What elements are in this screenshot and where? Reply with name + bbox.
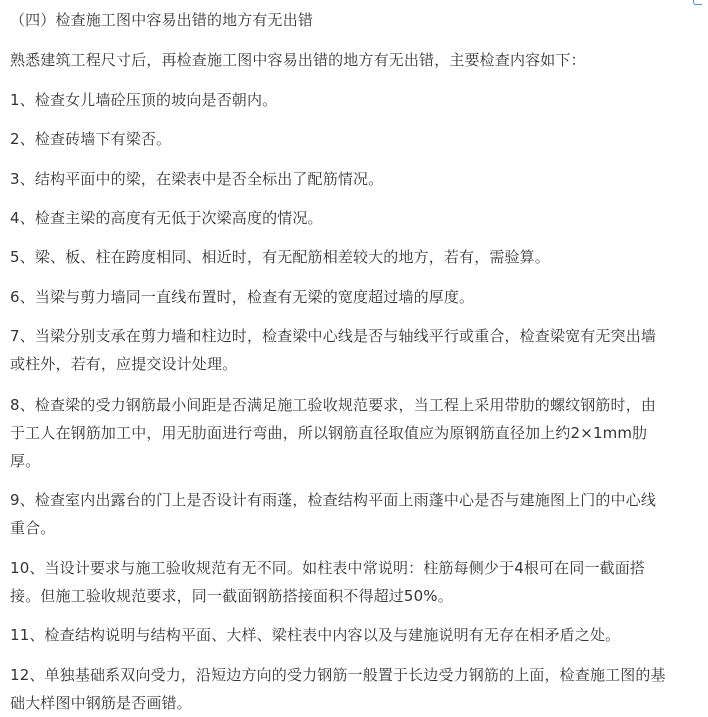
intro-paragraph: 熟悉建筑工程尺寸后，再检查施工图中容易出错的地方有无出错，主要检查内容如下：: [10, 51, 586, 69]
item-12-line-1: 12、单独基础系双向受力，沿短边方向的受力钢筋一般置于长边受力钢筋的上面，检查施工图的基: [10, 666, 666, 684]
item-10-line-1: 10、当设计要求与施工验收规范有无不同。如柱表中常说明：柱筋每侧少于4根可在同一截面搭: [10, 559, 646, 577]
item-2-line-1: 2、检查砖墙下有梁否。: [10, 130, 172, 148]
item-11-line-1: 11、检查结构说明与结构平面、大样、梁柱表中内容以及与建施说明有无存在相矛盾之处。: [10, 626, 621, 644]
item-7-line-1: 7、当梁分别支承在剪力墙和柱边时，检查梁中心线是否与轴线平行或重合，检查梁宽有无突出墙: [10, 327, 656, 345]
item-6-line-1: 6、当梁与剪力墙同一直线布置时，检查有无梁的宽度超过墙的厚度。: [10, 288, 475, 306]
item-3-line-1: 3、结构平面中的梁，在梁表中是否全标出了配筋情况。: [10, 170, 384, 188]
item-8-line-2: 于工人在钢筋加工中，用无肋面进行弯曲，所以钢筋直径取值应为原钢筋直径加上约2×1mm肋: [10, 424, 648, 442]
section-heading: （四）检查施工图中容易出错的地方有无出错: [10, 11, 314, 29]
item-9-line-2: 重合。: [10, 519, 56, 537]
corner-decoration: [693, 0, 702, 5]
item-10-line-2: 接。但施工验收规范要求，同一截面钢筋搭接面积不得超过50%。: [10, 587, 453, 605]
item-9-line-1: 9、检查室内出露台的门上是否设计有雨蓬，检查结构平面上雨蓬中心是否与建施图上门的中心线: [10, 491, 656, 509]
item-8-line-3: 厚。: [10, 452, 41, 470]
item-4-line-1: 4、检查主梁的高度有无低于次梁高度的情况。: [10, 209, 323, 227]
item-5-line-1: 5、梁、板、柱在跨度相同、相近时，有无配筋相差较大的地方，若有，需验算。: [10, 248, 550, 266]
item-7-line-2: 或柱外，若有，应提交设计处理。: [10, 355, 238, 373]
item-1-line-1: 1、检查女儿墙砼压顶的坡向是否朝内。: [10, 91, 278, 109]
item-8-line-1: 8、检查梁的受力钢筋最小间距是否满足施工验收规范要求，当工程上采用带肋的螺纹钢筋时，由: [10, 396, 656, 414]
item-12-line-2: 础大样图中钢筋是否画错。: [10, 694, 192, 712]
